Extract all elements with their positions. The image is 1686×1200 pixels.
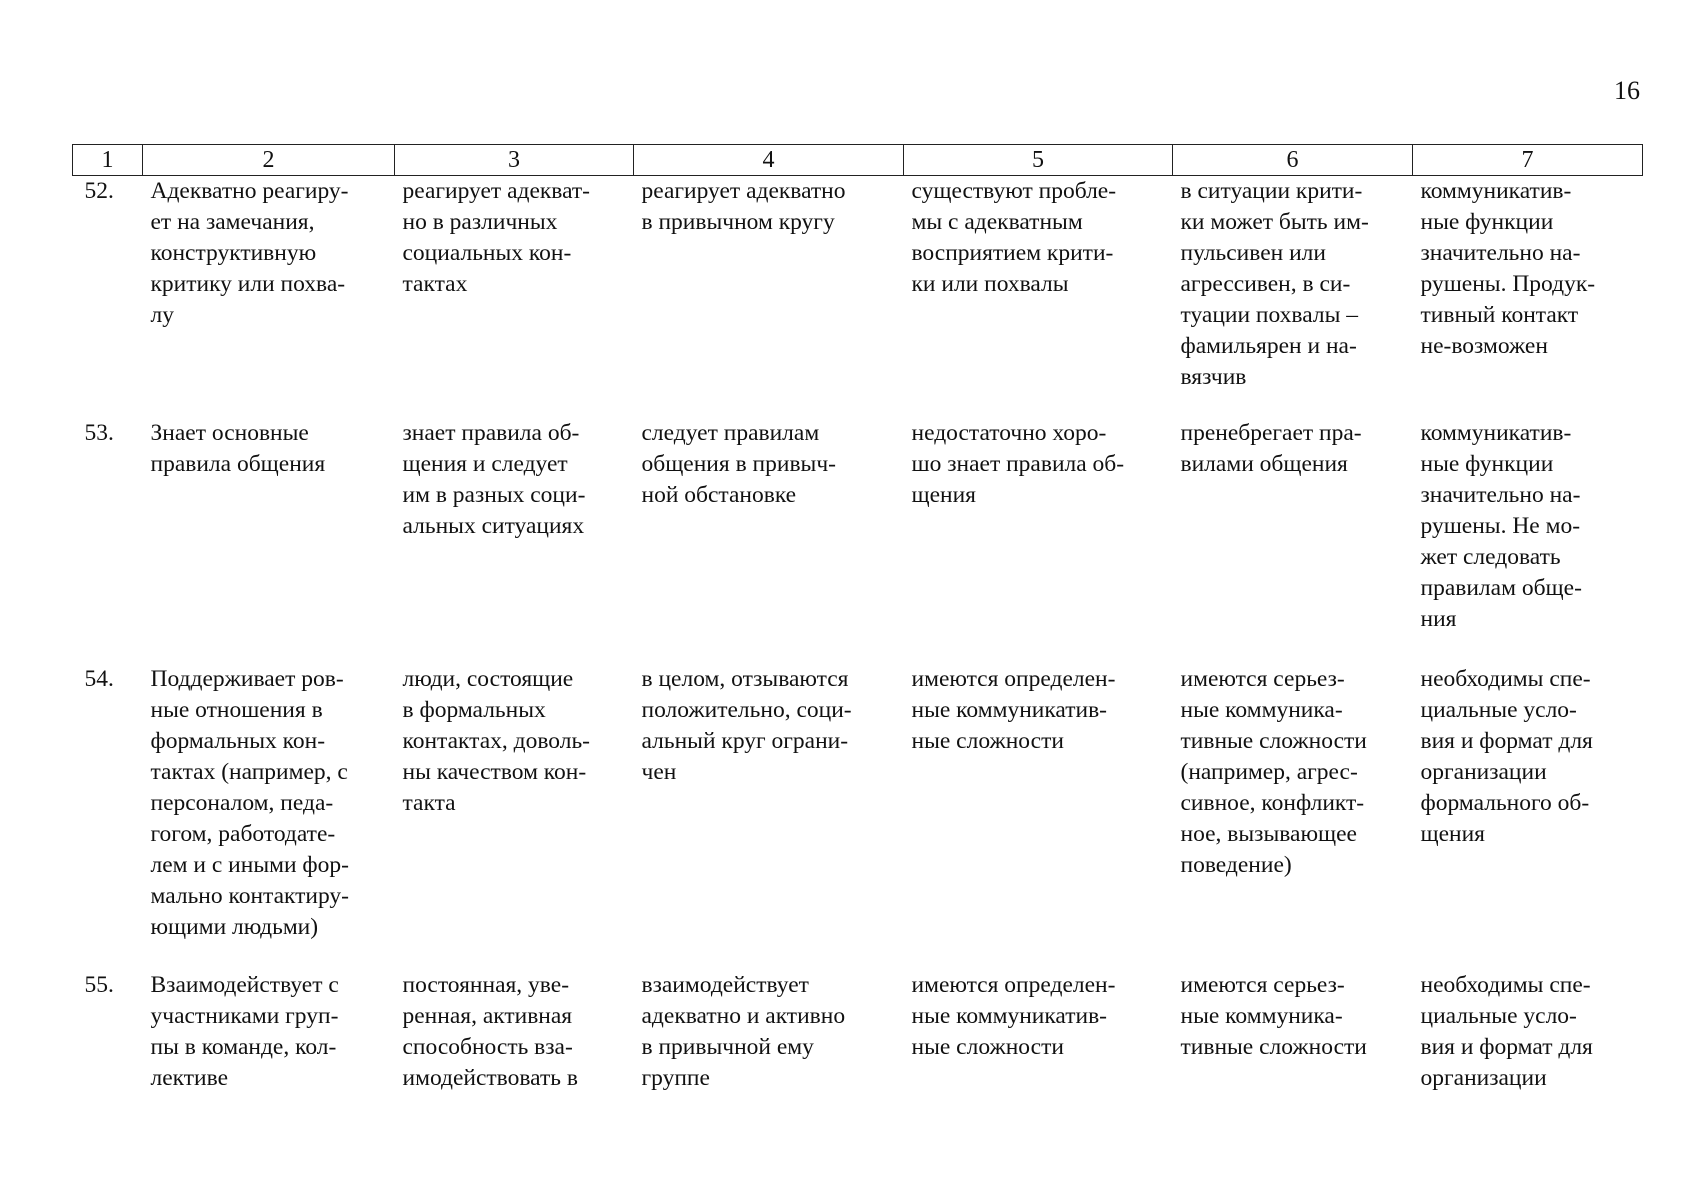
column-header-2: 2 xyxy=(143,145,395,176)
row-number: 55. xyxy=(84,971,114,998)
level-6-cell: пренебрегает пра- вилами общения xyxy=(1180,419,1362,477)
table-row xyxy=(73,664,1643,970)
criteria-table xyxy=(72,144,1643,1110)
level-7-cell: необходимы спе- циальные усло- вия и формат для организации формального об- щения xyxy=(1420,665,1593,847)
level-4-cell: следует правилам общения в привыч- ной обстановке xyxy=(641,419,836,508)
table-row xyxy=(73,970,1643,1110)
level-5-cell: имеются определен- ные коммуникатив- ные сложности xyxy=(911,971,1116,1060)
column-header-7: 7 xyxy=(1413,145,1643,176)
level-7-cell: необходимы спе- циальные усло- вия и формат для организации xyxy=(1420,971,1593,1091)
criterion-cell: Адекватно реагиру- ет на замечания, конструктивную критику или похва- лу xyxy=(150,178,349,328)
column-header-6: 6 xyxy=(1173,145,1413,176)
level-3-cell: реагирует адекват- но в различных социальных кон- тактах xyxy=(402,178,591,297)
level-5-cell: существуют пробле- мы с адекватным восприятием крити- ки или похвалы xyxy=(911,178,1117,297)
level-7-cell: коммуникатив- ные функции значительно на- рушены. Не мо- жет следовать правилам обще- ния xyxy=(1420,419,1582,632)
level-5-cell: имеются определен- ные коммуникатив- ные сложности xyxy=(911,665,1116,754)
column-header-3: 3 xyxy=(395,145,634,176)
table-header xyxy=(73,145,1643,176)
row-number: 53. xyxy=(84,419,114,446)
column-header-1: 1 xyxy=(73,145,143,176)
column-header-4: 4 xyxy=(634,145,904,176)
table-row xyxy=(73,418,1643,664)
table-row xyxy=(73,176,1643,418)
level-4-cell: реагирует адекватно в привычном кругу xyxy=(641,178,846,235)
criterion-cell: Знает основные правила общения xyxy=(150,419,326,477)
level-3-cell: постоянная, уве- ренная, активная способность вза- имодействовать в xyxy=(402,971,578,1091)
row-number: 54. xyxy=(84,665,114,692)
level-3-cell: знает правила об- щения и следует им в разных соци- альных ситуациях xyxy=(402,419,586,539)
level-4-cell: взаимодействует адекватно и активно в привычной ему группе xyxy=(641,971,846,1091)
level-6-cell: в ситуации крити- ки может быть им- пульсивен или агрессивен, в си- туации похвалы – фамильярен и на- вязчив xyxy=(1180,178,1369,390)
level-7-cell: коммуникатив- ные функции значительно на- рушены. Продук- тивный контакт не-возможен xyxy=(1420,178,1596,359)
level-6-cell: имеются серьез- ные коммуника- тивные сложности xyxy=(1180,971,1367,1060)
criterion-cell: Поддерживает ров- ные отношения в формальных кон- тактах (например, с персоналом, педа- гогом, работодате- лем и с иными фор- мально контактиру- ющими людьми) xyxy=(150,665,349,940)
level-3-cell: люди, состоящие в формальных контактах, доволь- ны качеством кон- такта xyxy=(402,665,590,816)
level-4-cell: в целом, отзываются положительно, соци- альный круг ограни- чен xyxy=(641,665,852,785)
row-number: 52. xyxy=(84,178,114,204)
level-6-cell: имеются серьез- ные коммуника- тивные сложности (например, агрес- сивное, конфликт- ное, вызывающее поведение) xyxy=(1180,665,1367,878)
page-number: 16 xyxy=(1614,76,1640,105)
column-header-5: 5 xyxy=(904,145,1173,176)
criterion-cell: Взаимодействует с участниками груп- пы в команде, кол- лективе xyxy=(150,971,339,1091)
level-5-cell: недостаточно хоро- шо знает правила об- щения xyxy=(911,419,1125,508)
